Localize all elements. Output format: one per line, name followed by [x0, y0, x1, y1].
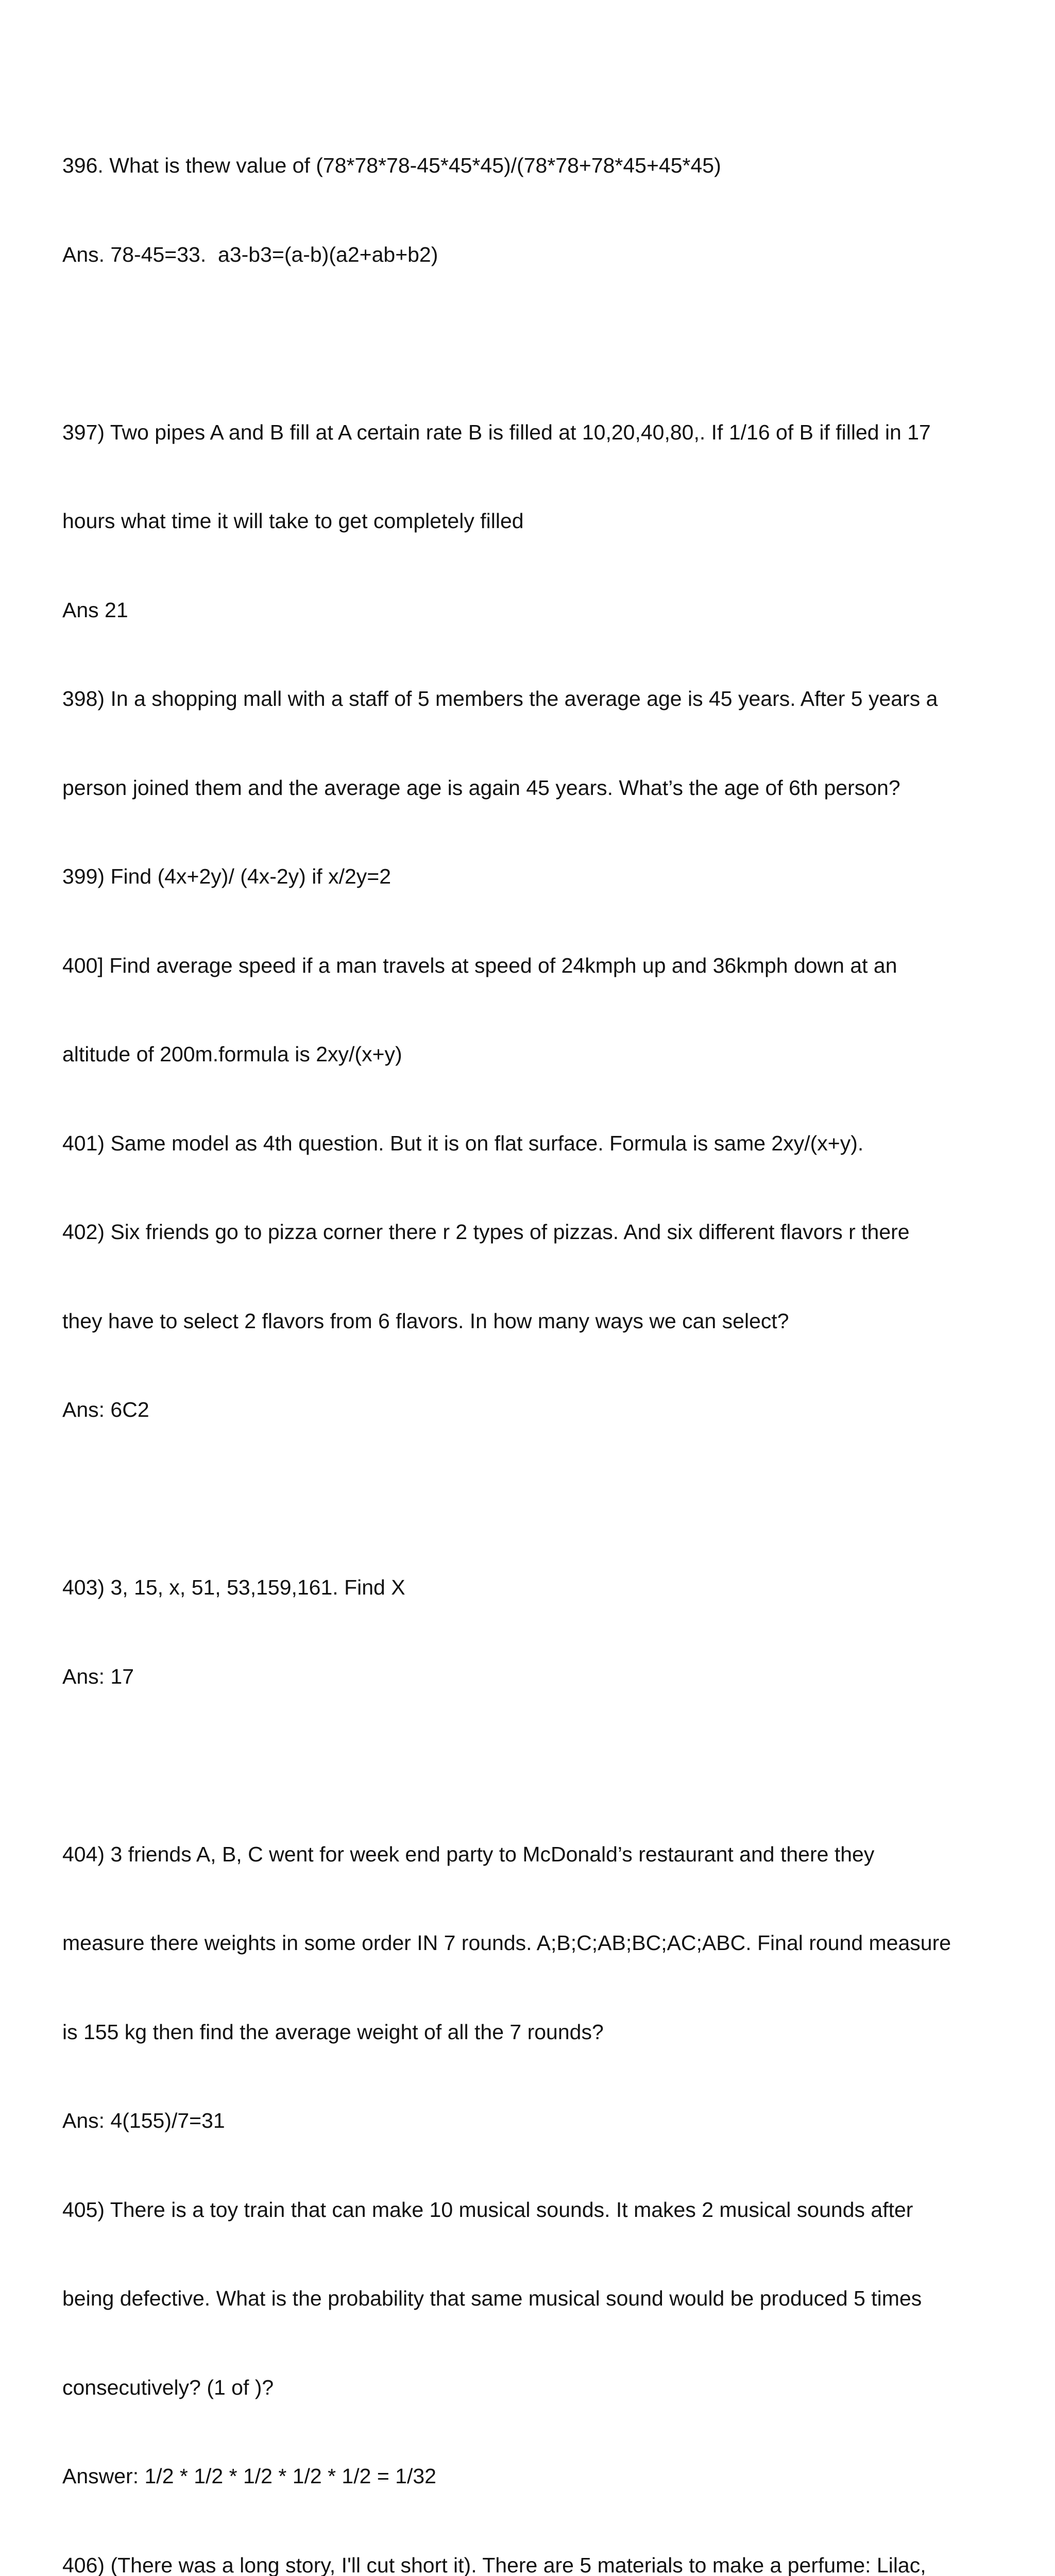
blank-line: [62, 1484, 1010, 1514]
blank-line: [62, 1751, 1010, 1781]
text-line: 405) There is a toy train that can make 10 musical sounds. It makes 2 musical sounds after: [62, 2195, 1010, 2225]
text-line: Ans. 78-45=33. a3-b3=(a-b)(a2+ab+b2): [62, 240, 1010, 270]
document-body: [62, 92, 1010, 2576]
text-line: 398) In a shopping mall with a staff of 5 members the average age is 45 years. After 5 years a: [62, 684, 1010, 714]
text-line: person joined them and the average age is again 45 years. What’s the age of 6th person?: [62, 773, 1010, 803]
text-line: Ans: 4(155)/7=31: [62, 2106, 1010, 2136]
text-line: hours what time it will take to get completely filled: [62, 506, 1010, 536]
text-line: 396. What is thew value of (78*78*78-45*45*45)/(78*78+78*45+45*45): [62, 151, 1010, 181]
text-line: 404) 3 friends A, B, C went for week end party to McDonald’s restaurant and there they: [62, 1840, 1010, 1870]
text-line: Ans 21: [62, 596, 1010, 625]
text-line: 399) Find (4x+2y)/ (4x-2y) if x/2y=2: [62, 862, 1010, 892]
text-line: is 155 kg then find the average weight of all the 7 rounds?: [62, 2018, 1010, 2047]
text-line: 406) (There was a long story, I'll cut short it). There are 5 materials to make a perfume: Lilac,: [62, 2551, 1010, 2576]
text-line: 401) Same model as 4th question. But it is on flat surface. Formula is same 2xy/(x+y).: [62, 1129, 1010, 1159]
text-line: consecutively? (1 of )?: [62, 2373, 1010, 2403]
text-line: measure there weights in some order IN 7 rounds. A;B;C;AB;BC;AC;ABC. Final round measure: [62, 1928, 1010, 1958]
text-line: altitude of 200m.formula is 2xy/(x+y): [62, 1040, 1010, 1070]
text-line: being defective. What is the probability that same musical sound would be produced 5 times: [62, 2284, 1010, 2314]
text-line: 403) 3, 15, x, 51, 53,159,161. Find X: [62, 1573, 1010, 1603]
text-line: 397) Two pipes A and B fill at A certain rate B is filled at 10,20,40,80,. If 1/16 of B if filled in 17: [62, 418, 1010, 448]
text-line: 400] Find average speed if a man travels at speed of 24kmph up and 36kmph down at an: [62, 951, 1010, 981]
text-line: 402) Six friends go to pizza corner there r 2 types of pizzas. And six different flavors r there: [62, 1217, 1010, 1247]
text-line: Answer: 1/2 * 1/2 * 1/2 * 1/2 * 1/2 = 1/32: [62, 2462, 1010, 2492]
text-line: Ans: 17: [62, 1662, 1010, 1692]
text-line: they have to select 2 flavors from 6 flavors. In how many ways we can select?: [62, 1307, 1010, 1336]
text-line: Ans: 6C2: [62, 1395, 1010, 1425]
blank-line: [62, 329, 1010, 359]
